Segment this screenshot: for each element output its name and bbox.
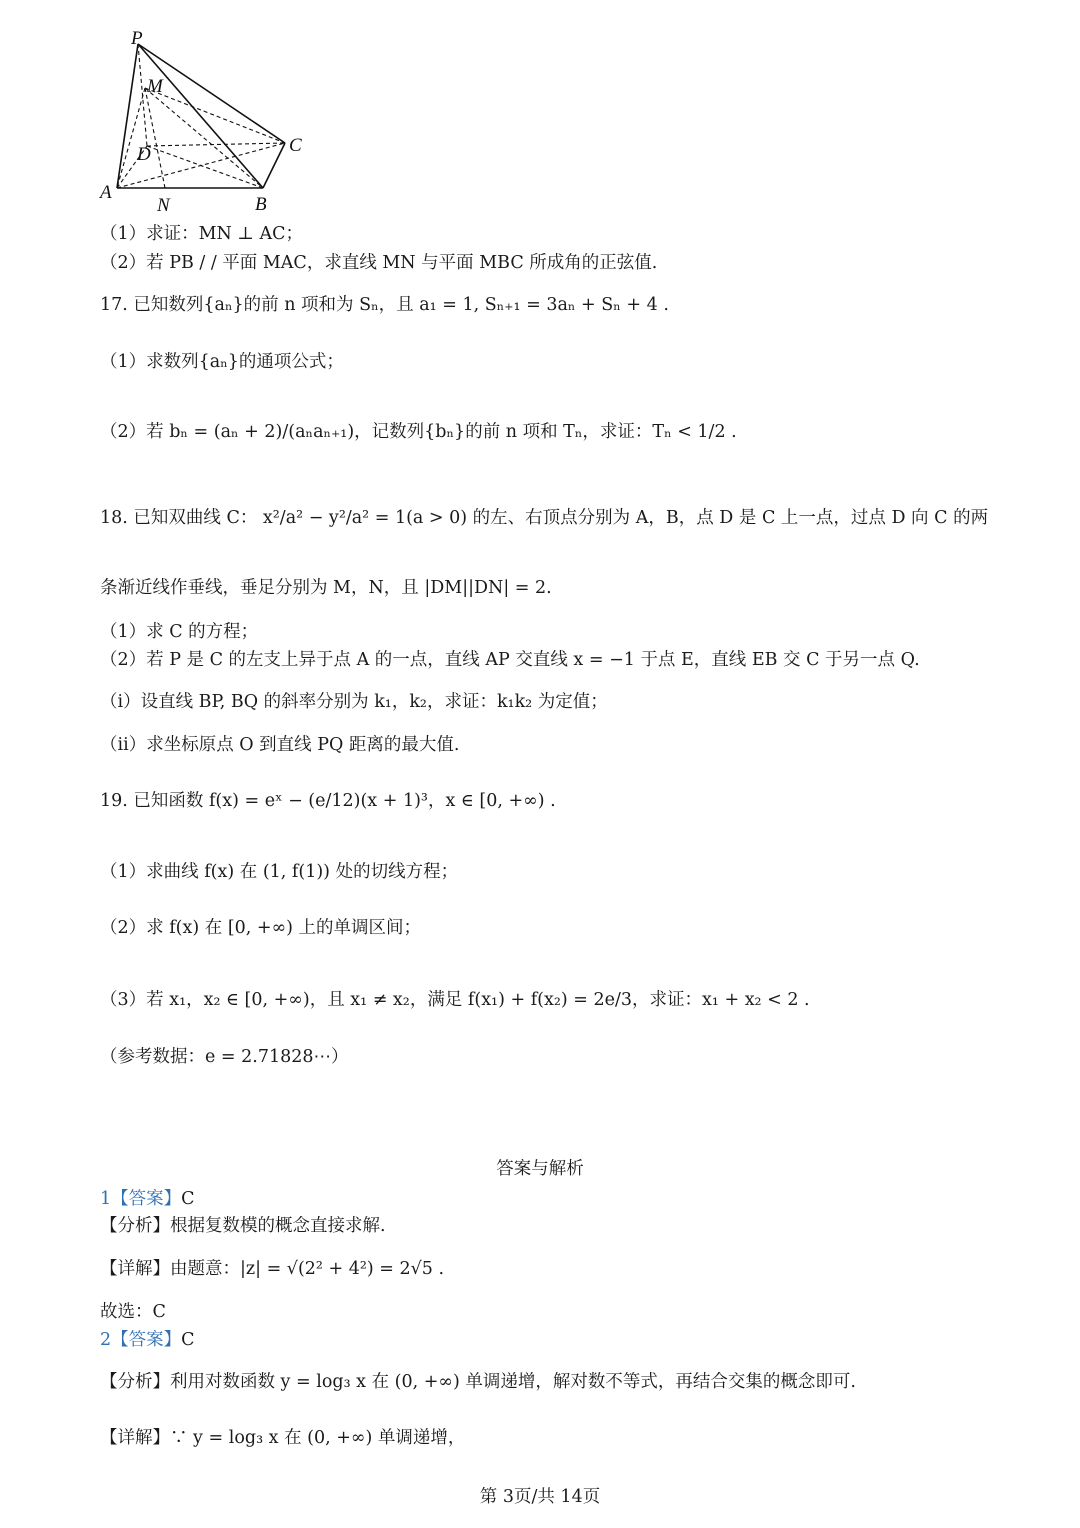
answer-1-detail: 【详解】由题意：|z| = √(2² + 4²) = 2√5 . [100,1259,445,1279]
q19-stem: 19. 已知函数 f(x) = eˣ − (e/12)(x + 1)³，x ∈ [0, +∞) . [100,791,556,811]
answer-2 [100,1328,195,1352]
answer-1-analysis: 【分析】根据复数模的概念直接求解. [100,1216,386,1236]
answer-1-tag: 1【答案】 [100,1189,182,1209]
q18-stem-line1: 18. 已知双曲线 C： x²/a² − y²/a² = 1(a > 0) 的左、右顶点分别为 A，B，点 D 是 C 上一点，过点 D 向 C 的两 [100,508,989,528]
q19-reference: （参考数据：e = 2.71828⋯） [100,1047,349,1067]
q17-part1: （1）求数列{aₙ}的通项公式； [100,352,344,372]
q16-part1: （1）求证：MN ⊥ AC； [100,224,303,244]
q18-part1: （1）求 C 的方程； [100,622,259,642]
pyramid-figure [95,28,415,218]
edge-PA [117,44,138,188]
q16-part2: （2）若 PB / / 平面 MAC，求直线 MN 与平面 MBC 所成角的正弦值. [100,253,658,273]
answer-2-detail: 【详解】∵ y = log₃ x 在 (0, +∞) 单调递增， [100,1428,466,1448]
q18-part2-ii: （ii）求坐标原点 O 到直线 PQ 距离的最大值. [100,735,460,755]
edge-DC [147,143,285,146]
q19-part1: （1）求曲线 f(x) 在 (1, f(1)) 处的切线方程； [100,862,459,882]
label-N: N [157,195,170,216]
label-C: C [289,135,302,156]
answer-1-choice: 故选：C [100,1302,166,1322]
q19-part3: （3）若 x₁，x₂ ∈ [0, +∞)，且 x₁ ≠ x₂，满足 f(x₁) + f(x₂) = 2e/3，求证：x₁ + x₂ < 2 . [100,990,810,1010]
label-P: P [131,28,143,49]
page-footer: 第 3页/共 14页 [479,1487,601,1507]
segment-MB [145,88,263,188]
answers-heading: 答案与解析 [496,1159,584,1179]
answer-1-value: C [181,1189,195,1209]
answer-1 [100,1187,195,1211]
edge-BC [263,143,285,188]
label-M: M [147,76,163,97]
q19-part2: （2）求 f(x) 在 [0, +∞) 上的单调区间； [100,918,422,938]
q17-stem: 17. 已知数列{aₙ}的前 n 项和为 Sₙ，且 a₁ = 1, Sₙ₊₁ = 3aₙ + Sₙ + 4 . [100,295,669,315]
segment-MA [117,88,145,188]
q18-part2-i: （i）设直线 BP, BQ 的斜率分别为 k₁，k₂，求证：k₁k₂ 为定值； [100,692,608,712]
answer-2-tag: 2【答案】 [100,1330,182,1350]
label-D: D [137,144,151,165]
q18-stem-line2: 条渐近线作垂线，垂足分别为 M，N，且 |DM||DN| = 2. [100,578,552,598]
q18-part2: （2）若 P 是 C 的左支上异于点 A 的一点，直线 AP 交直线 x = −1 于点 E，直线 EB 交 C 于另一点 Q. [100,650,920,670]
answer-2-analysis: 【分析】利用对数函数 y = log₃ x 在 (0, +∞) 单调递增，解对数不等式，再结合交集的概念即可. [100,1372,856,1392]
label-B: B [255,194,267,215]
label-A: A [100,182,112,203]
answer-2-value: C [181,1330,195,1350]
q17-part2: （2）若 bₙ = (aₙ + 2)/(aₙaₙ₊₁)，记数列{bₙ}的前 n 项和 Tₙ，求证：Tₙ < 1/2 . [100,422,737,442]
